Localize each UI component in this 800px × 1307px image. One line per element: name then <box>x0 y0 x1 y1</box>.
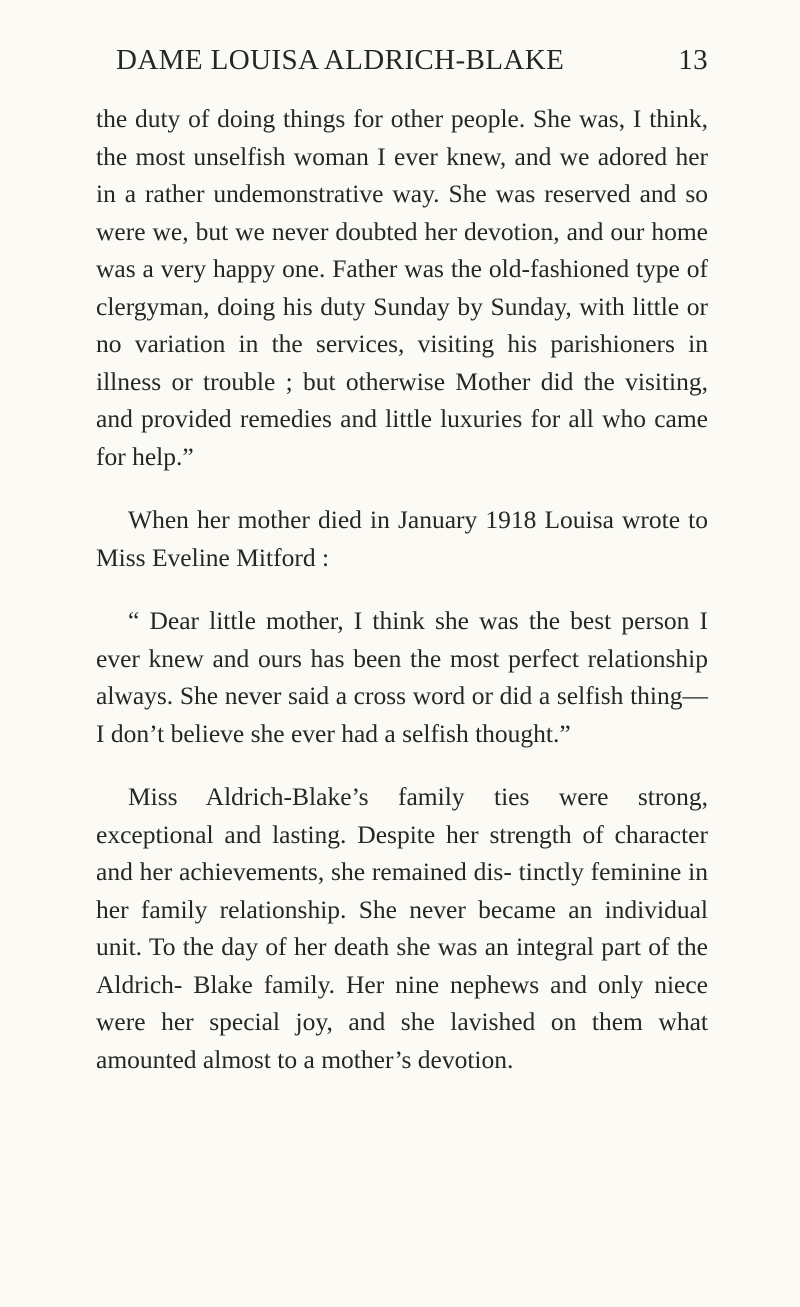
paragraph-letter-quote: “ Dear little mother, I think she was the best person I ever knew and ours has been the most perfect relationship always. She never said a cross word or did a selfish thing—I don’t believe she ever had a selfish thought.” <box>96 606 708 748</box>
page-number: 13 <box>678 44 708 76</box>
paragraph-mother-death: When her mother died in January 1918 Louisa wrote to Miss Eveline Mitford : <box>96 505 708 572</box>
running-head <box>96 40 708 80</box>
body-text <box>96 100 708 1078</box>
running-title: DAME LOUISA ALDRICH-BLAKE <box>116 44 565 76</box>
paragraph-family-ties: Miss Aldrich-Blake’s family ties were strong, exceptional and lasting. Despite her strength of character and her achievements, she remained dis- tinctly feminine in her family relationship. She never became an individual unit. To the day of her death she was an integral part of the Aldrich- Blake family. Her nine nephews and only niece were her special joy, and she lavished on them what amounted almost to a mother’s devotion. <box>96 782 708 1074</box>
paragraph-continuation: the duty of doing things for other people. She was, I think, the most unselfish woman I ever knew, and we adored her in a rather undemonstrative way. She was reserved and so were we, but we never doubted her devotion, and our home was a very happy one. Father was the old-fashioned type of clergyman, doing his duty Sunday by Sunday, with little or no variation in the services, visiting his parishioners in illness or trouble ; but otherwise Mother did the visiting, and provided remedies and little luxuries for all who came for help.” <box>96 104 708 471</box>
